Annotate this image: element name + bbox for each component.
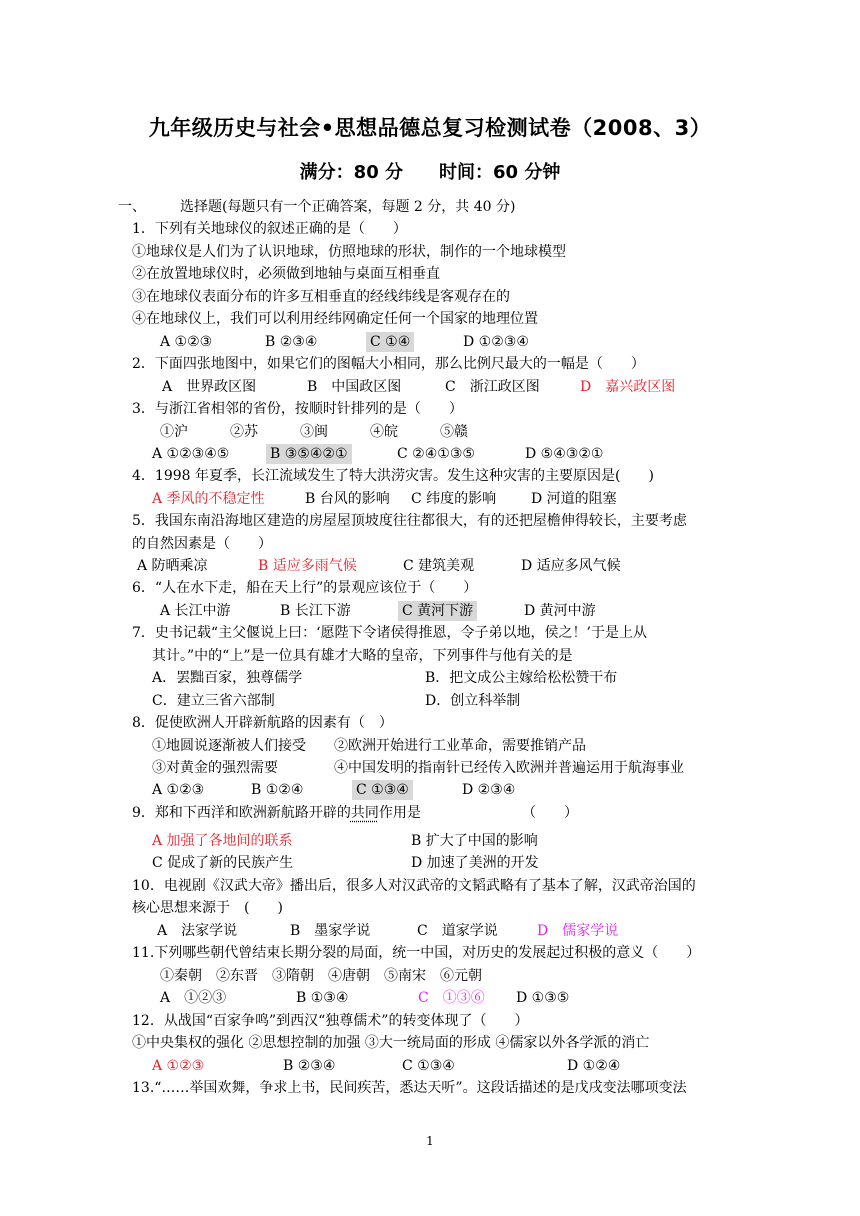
question-2-option-b: B 中国政区图 bbox=[307, 379, 402, 395]
question-13-stem: 13.“……举国欢舞，争求上书，民间疾苦，悉达天听”。这段话描述的是戊戌变法哪项变法 bbox=[132, 1080, 687, 1096]
question-6-stem: 6．“人在水下走，船在天上行”的景观应该位于（ ） bbox=[132, 580, 478, 596]
section-number: 一、 bbox=[118, 199, 146, 215]
question-7-option-b: B．把文成公主嫁给松松赞干布 bbox=[425, 670, 618, 686]
question-10-option-b: B 墨家学说 bbox=[290, 923, 371, 939]
question-8-option-c: C ①③④ bbox=[352, 780, 413, 800]
question-5-stem-line-1: 5．我国东南沿海地区建造的房屋屋顶坡度往往都很大，有的还把屋檐伸得较长，主要考虑 bbox=[132, 513, 687, 529]
question-9-option-c: C 促成了新的民族产生 bbox=[152, 855, 294, 871]
question-5-option-c: C 建筑美观 bbox=[403, 558, 475, 574]
question-3-option-c: C ②④①③⑤ bbox=[397, 446, 475, 462]
question-6-option-d: D 黄河中游 bbox=[524, 603, 596, 619]
question-2-stem: 2．下面四张地图中，如果它们的图幅大小相同，那么比例尺最大的一幅是（ ） bbox=[132, 356, 645, 372]
question-10-option-a: A 法家学说 bbox=[157, 923, 238, 939]
page-number: 1 bbox=[426, 1134, 434, 1148]
question-1-statement-3: ③在地球仪表面分布的许多互相垂直的经线纬线是客观存在的 bbox=[132, 289, 510, 305]
question-3-option-b: B ③⑤④②① bbox=[266, 444, 352, 464]
question-11-option-d: D ①③⑤ bbox=[516, 990, 570, 1006]
question-8-statements-1-2: ①地圆说逐渐被人们接受 ②欧洲开始进行工业革命，需要推销产品 bbox=[152, 738, 586, 754]
question-12-option-a: A ①②③ bbox=[152, 1058, 205, 1074]
question-2-option-d: D 嘉兴政区图 bbox=[580, 379, 676, 395]
question-4-option-a: A 季风的不稳定性 bbox=[152, 491, 265, 507]
question-9-stem-end: 作用是 bbox=[378, 805, 421, 821]
question-12-option-c: C ①③④ bbox=[402, 1058, 455, 1074]
question-1-statement-1: ①地球仪是人们为了认识地球，仿照地球的形状，制作的一个地球模型 bbox=[132, 244, 566, 260]
question-3-stem: 3．与浙江省相邻的省份，按顺时针排列的是（ ） bbox=[132, 401, 463, 417]
exam-info bbox=[0, 158, 860, 184]
question-9-emphasis: 共同 bbox=[350, 805, 379, 821]
question-9-answer-blank: （ ） bbox=[522, 805, 578, 821]
question-11-items: ①秦朝 ②东晋 ③隋朝 ④唐朝 ⑤南宋 ⑥元朝 bbox=[160, 968, 482, 984]
question-12-items: ①中央集权的强化 ②思想控制的加强 ③大一统局面的形成 ④儒家以外各学派的消亡 bbox=[132, 1035, 650, 1051]
question-12-stem: 12．从战国“百家争鸣”到西汉“独尊儒术”的转变体现了（ ） bbox=[132, 1013, 529, 1029]
time-limit: 时间：60 分钟 bbox=[439, 162, 561, 183]
question-7-option-d: D．创立科举制 bbox=[425, 693, 521, 709]
question-7-stem-line-2: 其计。”中的“上”是一位具有雄才大略的皇帝，下列事件与他有关的是 bbox=[152, 648, 573, 664]
question-8-stem: 8．促使欧洲人开辟新航路的因素有（ ） bbox=[132, 715, 393, 731]
section-heading: 选择题(每题只有一个正确答案，每题 2 分，共 40 分) bbox=[180, 199, 516, 215]
question-1-option-c: C ①④ bbox=[366, 332, 414, 352]
question-11-option-a: A ①②③ bbox=[160, 990, 227, 1006]
question-8-statement-4: ④中国发明的指南针已经传入欧洲并普遍运用于航海事业 bbox=[334, 760, 684, 776]
question-8-statement-3: ③对黄金的强烈需要 bbox=[152, 760, 278, 776]
question-2-option-c: C 浙江政区图 bbox=[445, 379, 540, 395]
question-9-option-d: D 加速了美洲的开发 bbox=[411, 855, 539, 871]
question-1-option-d: D ①②③④ bbox=[463, 334, 529, 350]
question-10-option-c: C 道家学说 bbox=[417, 923, 498, 939]
question-10-stem-line-2: 核心思想来源于 ( ) bbox=[132, 900, 283, 916]
question-7-stem-line-1: 7．史书记载“主父偃说上曰：‘愿陛下令诸侯得推恩，令子弟以地，侯之！’于是上从 bbox=[132, 625, 647, 641]
question-1-option-b: B ②③④ bbox=[265, 334, 318, 350]
question-8-option-b: B ①②④ bbox=[251, 782, 304, 798]
question-11-option-c: C ①③⑥ bbox=[418, 990, 485, 1006]
question-11-option-b: B ①③④ bbox=[296, 990, 349, 1006]
question-9-stem bbox=[132, 803, 421, 823]
question-6-option-a: A 长江中游 bbox=[160, 603, 231, 619]
question-12-option-d: D ①②④ bbox=[567, 1058, 621, 1074]
question-6-option-b: B 长江下游 bbox=[280, 603, 351, 619]
question-4-option-b: B 台风的影响 bbox=[305, 491, 390, 507]
question-3-option-a: A ①②③④⑤ bbox=[152, 446, 230, 462]
question-6-option-c: C 黄河下游 bbox=[398, 601, 477, 621]
question-1-stem: 1．下列有关地球仪的叙述正确的是（ ） bbox=[132, 221, 407, 237]
question-3-option-d: D ⑤④③②① bbox=[525, 446, 604, 462]
question-11-stem: 11.下列哪些朝代曾结束长期分裂的局面，统一中国，对历史的发展起过积极的意义（ ） bbox=[132, 945, 701, 961]
question-9-option-b: B 扩大了中国的影响 bbox=[411, 833, 538, 849]
question-10-stem-line-1: 10．电视剧《汉武大帝》播出后，很多人对汉武帝的文韬武略有了基本了解，汉武帝治国的 bbox=[132, 878, 696, 894]
question-9-stem-start: 9．郑和下西洋和欧洲新航路开辟的 bbox=[132, 805, 351, 821]
question-5-option-d: D 适应多风气候 bbox=[521, 558, 621, 574]
question-5-option-b: B 适应多雨气候 bbox=[258, 558, 357, 574]
full-score: 满分：80 分 bbox=[299, 162, 403, 183]
question-10-option-d: D 儒家学说 bbox=[537, 923, 619, 939]
question-1-option-a: A ①②③ bbox=[160, 334, 213, 350]
question-8-option-a: A ①②③ bbox=[152, 782, 205, 798]
question-7-option-a: A．罢黜百家，独尊儒学 bbox=[152, 670, 303, 686]
question-3-items: ①沪 ②苏 ③闽 ④皖 ⑤赣 bbox=[160, 424, 468, 440]
question-4-option-c: C 纬度的影响 bbox=[411, 491, 497, 507]
question-5-option-a: A 防晒乘凉 bbox=[137, 558, 208, 574]
question-4-option-d: D 河道的阻塞 bbox=[531, 491, 617, 507]
question-2-option-a: A 世界政区图 bbox=[162, 379, 257, 395]
question-1-statement-2: ②在放置地球仪时，必须做到地轴与桌面互相垂直 bbox=[132, 266, 440, 282]
question-5-stem-line-2: 的自然因素是（ ） bbox=[132, 536, 272, 552]
page-title: 九年级历史与社会•思想品德总复习检测试卷（2008、3） bbox=[148, 116, 712, 140]
question-12-option-b: B ②③④ bbox=[283, 1058, 336, 1074]
question-9-option-a: A 加强了各地间的联系 bbox=[152, 833, 293, 849]
question-1-statement-4: ④在地球仪上，我们可以利用经纬网确定任何一个国家的地理位置 bbox=[132, 311, 538, 327]
question-8-option-d: D ②③④ bbox=[462, 782, 516, 798]
question-4-stem: 4．1998 年夏季，长江流域发生了特大洪涝灾害。发生这种灾害的主要原因是( ) bbox=[132, 468, 654, 484]
question-7-option-c: C．建立三省六部制 bbox=[152, 693, 275, 709]
